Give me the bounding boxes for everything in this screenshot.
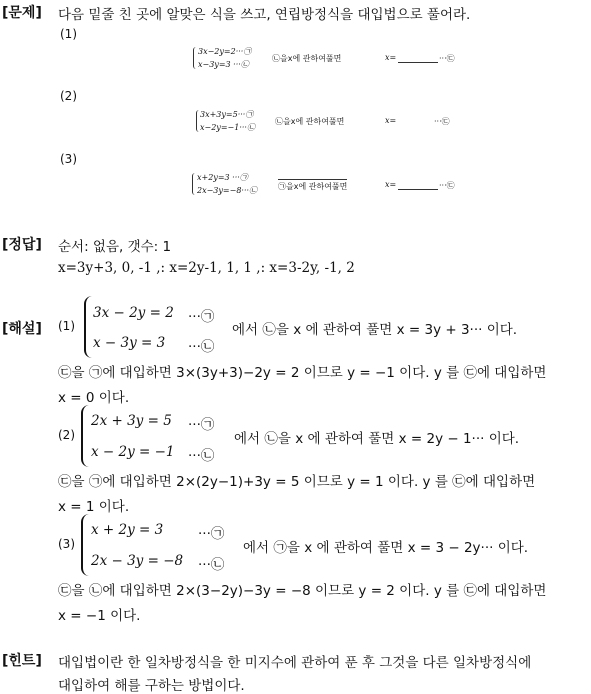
problem-item-number: (1) [60,27,77,41]
solution-mark2: ···㉡ [198,557,225,573]
solution-line: x = −1 이다. [58,608,141,624]
solution-part-number: (2) [58,428,75,442]
solution-tail: 에서 ㉠을 x 에 관하여 풀면 x = 3 − 2y··· 이다. [243,540,529,556]
solution-mark2: ···㉡ [188,448,215,464]
problem-tag: [문제] [2,5,42,21]
problem-eq2: x−3y=3 ···㉡ [198,60,249,69]
solution-mark1: ···㉠ [188,309,215,325]
answer-line-values: x=3y+3, 0, -1 ,: x=2y-1, 1, 1 ,: x=3-2y, -1, 2 [58,260,355,276]
problem-instruction: ㉡을x에 관하여풀면 [272,54,342,63]
answer-label: x= [385,116,397,125]
problem-item-number: (3) [60,152,77,166]
brace [81,514,89,576]
solution-tail: 에서 ㉡을 x 에 관하여 풀면 x = 3y + 3··· 이다. [232,322,518,338]
brace [84,296,92,358]
answer-blank[interactable] [398,179,438,190]
solution-line: ㉢을 ㉡에 대입하면 2×(3−2y)−3y = −8 이므로 y = 2 이다. y 를 ㉢에 대입하면 [58,583,547,599]
brace [81,405,89,467]
solution-mark1: ···㉠ [198,526,225,542]
answer-line-order: 순서: 없음, 갯수: 1 [58,239,172,255]
solution-eq1: x + 2y = 3 [91,522,164,538]
problem-instruction: ㉡을x에 관하여풀면 [275,117,345,126]
hint-tag: [힌트] [2,653,42,669]
solution-eq2: 2x − 3y = −8 [91,553,184,569]
solution-line: ㉢을 ㉠에 대입하면 2×(2y−1)+3y = 5 이므로 y = 1 이다. y 를 ㉢에 대입하면 [58,474,536,490]
hint-line: 대입하여 해를 구하는 방법이다. [58,678,245,694]
solution-eq2: x − 2y = −1 [91,444,175,460]
problem-text: 다음 밑줄 친 곳에 알맞은 식을 쓰고, 연립방정식을 대입법으로 풀어라. [58,7,471,23]
solution-line: x = 1 이다. [58,499,130,515]
solution-eq2: x − 3y = 3 [93,335,166,351]
hint-line: 대입법이란 한 일차방정식을 한 미지수에 관하여 푼 후 그것을 다른 일차방정식에 [58,655,532,671]
solution-eq1: 2x + 3y = 5 [91,413,172,429]
problem-eq2: x−2y=−1···㉡ [200,123,255,132]
answer-blank[interactable] [398,52,438,63]
solution-eq1: 3x − 2y = 2 [93,305,174,321]
problem-eq1: 3x+3y=5···㉠ [200,110,254,119]
problem-instruction: ㉠을x에 관하여풀면 [278,179,347,192]
answer-end-mark: ···㉢ [434,117,450,126]
problem-item-number: (2) [60,89,77,103]
answer-end-mark: ···㉢ [439,54,455,63]
solution-part-number: (3) [58,537,75,551]
answer-label: x= [385,53,397,62]
answer-label: x= [385,180,397,189]
solution-part-number: (1) [58,319,75,333]
solution-tag: [해설] [2,321,42,337]
answer-tag: [정답] [2,237,42,253]
solution-mark1: ···㉠ [188,417,215,433]
solution-mark2: ···㉡ [188,339,215,355]
problem-eq1: 3x−2y=2···㉠ [198,47,252,56]
answer-blank[interactable] [398,115,432,126]
problem-eq1: x+2y=3 ···㉠ [197,173,248,182]
solution-line: ㉢을 ㉠에 대입하면 3×(3y+3)−2y = 2 이므로 y = −1 이다. y 를 ㉢에 대입하면 [58,365,547,381]
problem-eq2: 2x−3y=−8···㉡ [197,186,258,195]
answer-end-mark: ···㉢ [439,181,455,190]
solution-tail: 에서 ㉡을 x 에 관하여 풀면 x = 2y − 1··· 이다. [234,431,520,447]
solution-line: x = 0 이다. [58,390,130,406]
